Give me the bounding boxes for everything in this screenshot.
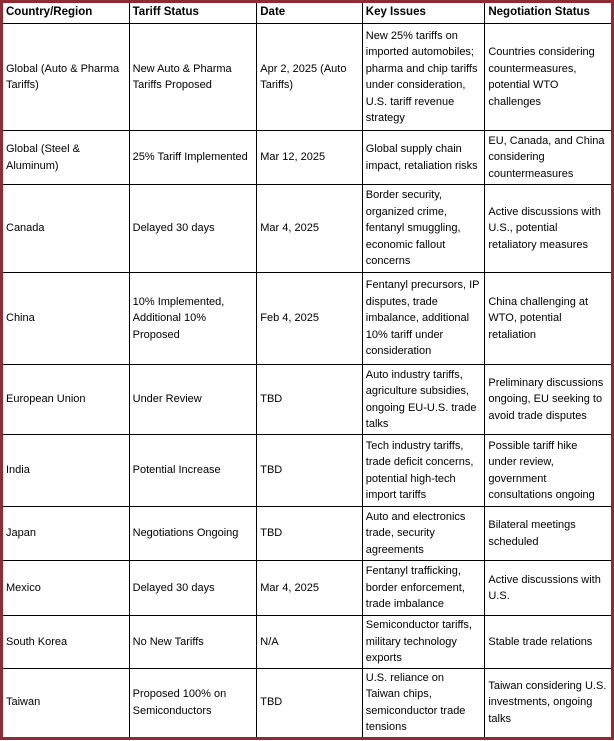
cell-date: Mar 4, 2025 — [257, 561, 363, 616]
cell-date: TBD — [257, 435, 363, 507]
table-row-global-steel-aluminum — [2, 131, 613, 185]
cell-date: TBD — [257, 507, 363, 561]
cell-tariff-status: Potential Increase — [129, 435, 257, 507]
cell-negotiation-status: China challenging at WTO, potential retaliation — [485, 273, 613, 365]
cell-date: Mar 4, 2025 — [257, 185, 363, 273]
cell-key-issues: New 25% tariffs on imported automobiles; pharma and chip tariffs under consideration, U.S. tariff revenue strategy — [362, 24, 485, 131]
cell-country: Global (Steel & Aluminum) — [2, 131, 130, 185]
cell-date: TBD — [257, 365, 363, 435]
table-row-canada — [2, 185, 613, 273]
cell-key-issues: Fentanyl trafficking, border enforcement, trade imbalance — [362, 561, 485, 616]
column-header-key-issues: Key Issues — [362, 2, 485, 24]
cell-date: Mar 12, 2025 — [257, 131, 363, 185]
cell-date: N/A — [257, 616, 363, 669]
cell-country: Global (Auto & Pharma Tariffs) — [2, 24, 130, 131]
cell-tariff-status: 10% Implemented, Additional 10% Proposed — [129, 273, 257, 365]
cell-date: Feb 4, 2025 — [257, 273, 363, 365]
cell-tariff-status: Delayed 30 days — [129, 185, 257, 273]
cell-country: India — [2, 435, 130, 507]
cell-tariff-status: No New Tariffs — [129, 616, 257, 669]
column-header-country-region: Country/Region — [2, 2, 130, 24]
table-row-japan — [2, 507, 613, 561]
cell-key-issues: Tech industry tariffs, trade deficit concerns, potential high-tech import tariffs — [362, 435, 485, 507]
cell-negotiation-status: Taiwan considering U.S. investments, ongoing talks — [485, 668, 613, 738]
header-row — [2, 2, 613, 24]
table-row-china — [2, 273, 613, 365]
cell-key-issues: Auto and electronics trade, security agreements — [362, 507, 485, 561]
table-row-south-korea — [2, 616, 613, 669]
cell-tariff-status: Delayed 30 days — [129, 561, 257, 616]
cell-key-issues: Auto industry tariffs, agriculture subsidies, ongoing EU-U.S. trade talks — [362, 365, 485, 435]
cell-date: TBD — [257, 668, 363, 738]
cell-tariff-status: Under Review — [129, 365, 257, 435]
cell-country: China — [2, 273, 130, 365]
cell-negotiation-status: Bilateral meetings scheduled — [485, 507, 613, 561]
table-row-mexico — [2, 561, 613, 616]
cell-negotiation-status: Preliminary discussions ongoing, EU seeking to avoid trade disputes — [485, 365, 613, 435]
column-header-date: Date — [257, 2, 363, 24]
cell-tariff-status: Negotiations Ongoing — [129, 507, 257, 561]
cell-negotiation-status: Stable trade relations — [485, 616, 613, 669]
cell-negotiation-status: Countries considering countermeasures, potential WTO challenges — [485, 24, 613, 131]
cell-key-issues: U.S. reliance on Taiwan chips, semiconductor trade tensions — [362, 668, 485, 738]
cell-tariff-status: Proposed 100% on Semiconductors — [129, 668, 257, 738]
cell-negotiation-status: Active discussions with U.S., potential retaliatory measures — [485, 185, 613, 273]
cell-negotiation-status: EU, Canada, and China considering countermeasures — [485, 131, 613, 185]
table-row-global-auto-pharma — [2, 24, 613, 131]
cell-country: Japan — [2, 507, 130, 561]
cell-date: Apr 2, 2025 (Auto Tariffs) — [257, 24, 363, 131]
table-row-european-union — [2, 365, 613, 435]
table-row-taiwan — [2, 668, 613, 738]
cell-negotiation-status: Possible tariff hike under review, government consultations ongoing — [485, 435, 613, 507]
column-header-negotiation-status: Negotiation Status — [485, 2, 613, 24]
cell-country: Taiwan — [2, 668, 130, 738]
table-row-india — [2, 435, 613, 507]
cell-key-issues: Fentanyl precursors, IP disputes, trade imbalance, additional 10% tariff under consideration — [362, 273, 485, 365]
cell-country: South Korea — [2, 616, 130, 669]
cell-key-issues: Border security, organized crime, fentanyl smuggling, economic fallout concerns — [362, 185, 485, 273]
column-header-tariff-status: Tariff Status — [129, 2, 257, 24]
cell-tariff-status: New Auto & Pharma Tariffs Proposed — [129, 24, 257, 131]
cell-key-issues: Global supply chain impact, retaliation risks — [362, 131, 485, 185]
cell-country: Canada — [2, 185, 130, 273]
cell-country: Mexico — [2, 561, 130, 616]
cell-tariff-status: 25% Tariff Implemented — [129, 131, 257, 185]
cell-country: European Union — [2, 365, 130, 435]
cell-key-issues: Semiconductor tariffs, military technology exports — [362, 616, 485, 669]
cell-negotiation-status: Active discussions with U.S. — [485, 561, 613, 616]
